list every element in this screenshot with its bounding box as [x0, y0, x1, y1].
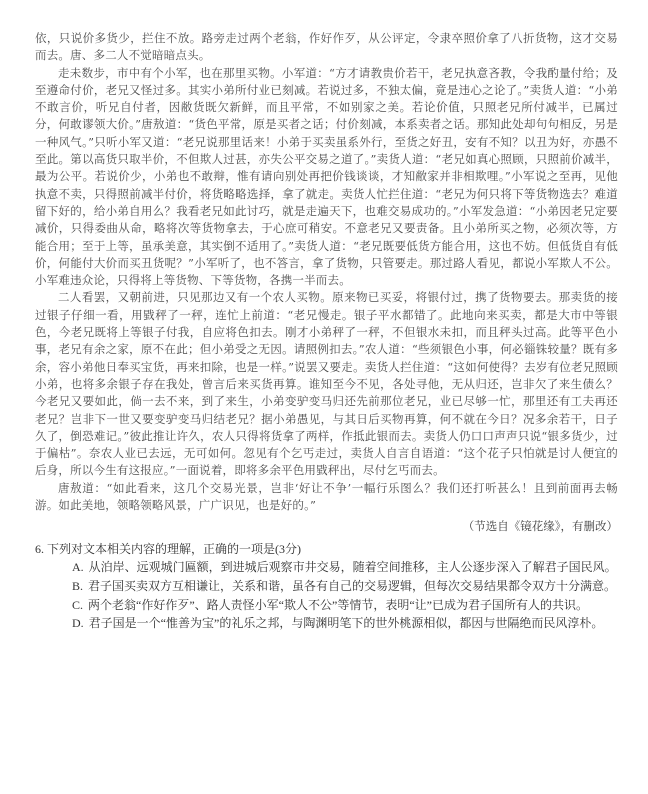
option-a-label: A. [72, 560, 84, 575]
source-attribution: （节选自《镜花缘》，有删改） [462, 519, 618, 534]
passage-paragraph-2: 走未数步，市中有个小军，也在那里买物。小军道：“方才请教贵价若干，老兄执意吝教，令我酌量付给；及至遵命付价，老兄又怪过多。其实小弟所付业已刻减。若说过多，不独太偏，竟是违心之论了。”卖货人道：“小弟不敢言价，听兄自付者，因敝货既欠新鲜，而且平常，不如别家之美。若论价值，只照老兄所付减半，已属过分，何敢谬领大价。”唐敖道：“货色平常，原是买者之话；付价刻减，本系卖者之话。那知此处却句句相反，另是一种风气。”只听小军又道：“老兄说那里话来！小弟于买卖虽系外行，至货之好丑，安有不知？以丑为好，亦愚不至此。第以高货只取半价，不但欺人过甚，亦失公平交易之道了。”卖货人道：“老兄如真心照顾，只照前价减半，最为公平。若说价少，小弟也不敢辩，惟有请向别处再把价钱谈谈，才知敝家并非相欺哩。”小军说之至再，见他执意不卖，只得照前减半付价，将货略略选择，拿了就走。卖货人忙拦住道：“老兄为何只将下等货物选去？难道留下好的，给小弟自用么？我看老兄如此讨巧，就是走遍天下，也难交易成功的。”小军发急道：“小弟因老兄定要减价，只得委曲从命，略将次等货物拿去，于心庶可稍安。不意老兄又要责备。且小弟所买之物，必须次等，方能合用；至于上等，虽承美意，其实倒不适用了。”卖货人道：“老兄既要低货方能合用，这也不妨。但低货自有低价，何能付大价而买丑货呢？”小军听了，也不答言，拿了货物，只管要走。那过路人看见，都说小军欺人不公。小军难违众论，只得将上等货物、下等货物，各携一半而去。 [35, 65, 618, 288]
option-d-text: 君子国是一个“惟善为宝”的礼乐之邦，与陶渊明笔下的世外桃源相似，都因与世隔绝而民风淳朴。 [88, 616, 604, 631]
passage-paragraph-1: 依，只说价多货少，拦住不放。路旁走过两个老翁，作好作歹，从公评定，令隶卒照价拿了八折货物，这才交易而去。唐、多二人不觉暗暗点头。 [35, 31, 618, 63]
option-b [35, 578, 618, 596]
option-c-label: C. [72, 597, 84, 612]
question-stem: 6. 下列对文本相关内容的理解，正确的一项是(3分) [35, 542, 301, 557]
question-6 [35, 540, 618, 632]
reading-passage [35, 30, 618, 514]
option-d [35, 615, 618, 633]
option-a-text: 从泊岸、远观城门匾额，到进城后观察市井交易，随着空间推移，主人公逐步深入了解君子国民风。 [88, 560, 617, 575]
option-d-label: D. [72, 616, 84, 631]
option-c [35, 597, 618, 615]
option-a [35, 559, 618, 577]
passage-paragraph-4: 唐敖道：“如此看来，这几个交易光景，岂非‘好让不争’一幅行乐图么？我们还打听甚么！且到前面再去畅游。如此美地，领略领略风景，广广识见，也是好的。” [35, 480, 618, 513]
option-b-text: 君子国买卖双方互相谦让，关系和谐，虽各有自己的交易逻辑，但每次交易结果都令双方十分满意。 [88, 578, 617, 593]
option-c-text: 两个老翁“作好作歹”、路人责怪小军“欺人不公”等情节，表明“让”已成为君子国所有人的共识。 [88, 597, 588, 612]
option-b-label: B. [72, 578, 84, 593]
passage-paragraph-3: 二人看罢，又朝前进，只见那边又有一个农人买物。原来物已买妥，将银付过，携了货物要去。那卖货的接过银子仔细一看，用戥秤了一秤，连忙上前道：“老兄慢走。银子平水都错了。此地向来买卖，都是大市中等银色，今老兄既将上等银子付我，自应将色扣去。刚才小弟秤了一秤，不但银水未扣，而且秤头过高。此等平色小事，老兄有余之家，原不在此；但小弟受之无因。请照例扣去。”农人道：“些须银色小事，何必锱铢较量？既有多余，容小弟他日奉买宝货，再来扣除，也是一样。”说罢又要走。卖货人拦住道：“这如何使得？去岁有位老兄照顾小弟，也将多余银子存在我处，曾言后来买货再算。谁知至今不见，各处寻他，无从归还，岂非欠了来生债么？今老兄又要如此，倘一去不来，到了来生，小弟变驴变马归还先前那位老兄，业已尽够一忙，那里还有工夫再还老兄？岂非下一世又要变驴变马归结老兄？据小弟愚见，与其日后买物再算，何不就在今日？况多余若干，日子久了，倒恐难记。”彼此推让许久，农人只得将货拿了两样，作抵此银而去。卖货人仍口口声声只说“银多货少，过于偏枯”。奈农人业已去远，无可如何。忽见有个乞丐走过，卖货人自言自语道：“这个花子只怕就是讨人便宜的后身，所以今生有这报应。”一面说着，即将多余平色用戥秤出，尽付乞丐而去。 [35, 290, 618, 478]
